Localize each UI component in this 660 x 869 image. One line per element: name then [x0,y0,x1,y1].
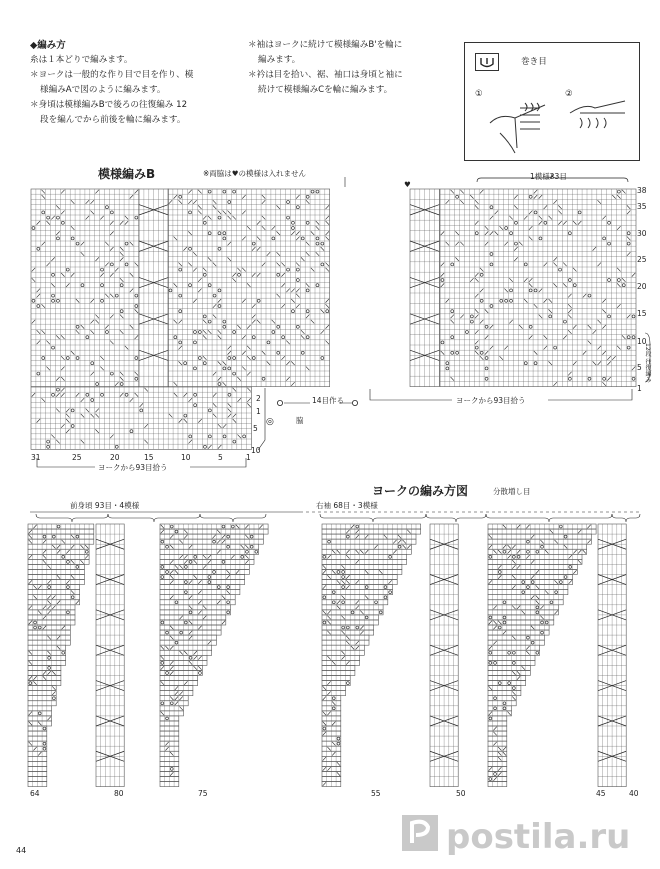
yoke-number: 50 [456,789,466,798]
instruction-line: ＊身頃は模様編みBで後ろの往復編み 12 [30,100,188,110]
instruction-line: ＊衿は目を拾い、裾、袖口は身頃と袖に [248,70,403,80]
col-number: 31 [31,453,41,462]
row-number: 5 [637,363,642,372]
step-two-label: ② [565,89,573,99]
col-number: 15 [144,453,154,462]
chart-b-note: ※両脇は♥の模様は入れません [203,169,307,178]
heart-marker-icon: ♥ [404,180,411,189]
col-number: 25 [72,453,82,462]
col-number: 5 [218,453,223,462]
small-number: 5 [253,424,258,433]
col-number: 20 [110,453,120,462]
bottom-label: ヨークから93目拾う [98,463,168,472]
instruction-line: 続けて模様編みCを輪に編みます。 [258,85,393,95]
instruction-line: 糸は１本どりで編みます。 [30,55,133,65]
instruction-line: 段を編んでから前後を輪に編みます。 [40,115,186,125]
instruction-line: 編みます。 [258,55,301,65]
cast-on-title: 巻き目 [521,57,547,67]
side-note: 12段 往復編み [644,343,651,383]
watermark-text: postila.ru [446,817,631,857]
yoke-number: 45 [596,789,606,798]
small-number: 10 [251,446,261,455]
instruction-line: ＊袖はヨークに続けて模様編みB'を輪に [248,40,403,50]
row-number: 15 [637,309,647,318]
front-label: 前身頃 93目・4模様 [70,501,140,510]
circle-mark-icon: ◎ [266,417,274,427]
row-number: 38 [637,186,647,195]
page-number: 44 [16,846,27,855]
instructions-heading: ◆編み方 [30,40,66,51]
row-number: 1 [637,384,642,393]
col-number: 1 [246,453,251,462]
row-number: 20 [637,282,647,291]
yoke-subtitle: 分散増し目 [493,487,531,496]
small-number: 1 [256,407,261,416]
instruction-line: ＊ヨークは一般的な作り目で目を作り、模 [30,70,194,80]
yoke-number: 55 [371,789,381,798]
row-number: 25 [637,255,647,264]
yoke-number: 40 [629,789,639,798]
yoke-number: 75 [198,789,208,798]
cast-on-label: 14目作る [312,396,345,405]
row-number: 35 [637,202,647,211]
yoke-number: 64 [30,789,40,798]
underarm-label: 脇 [296,416,304,425]
sleeve-label: 右袖 68目・3模様 [316,501,378,510]
yoke-title: ヨークの編み方図 [372,484,469,498]
mid-label: ヨークから93目拾う [456,396,526,405]
small-number: 2 [256,394,261,403]
row-number: 10 [637,337,647,346]
step-one-label: ① [475,89,483,99]
instruction-line: 様編みAで図のように編みます。 [40,85,166,95]
row-number: 30 [637,229,647,238]
repeat-label: 1模様23目 [530,172,567,181]
watermark-logo [398,803,653,865]
chart-b-title: 模様編みB [98,167,156,181]
yoke-number: 80 [114,789,124,798]
col-number: 10 [181,453,191,462]
